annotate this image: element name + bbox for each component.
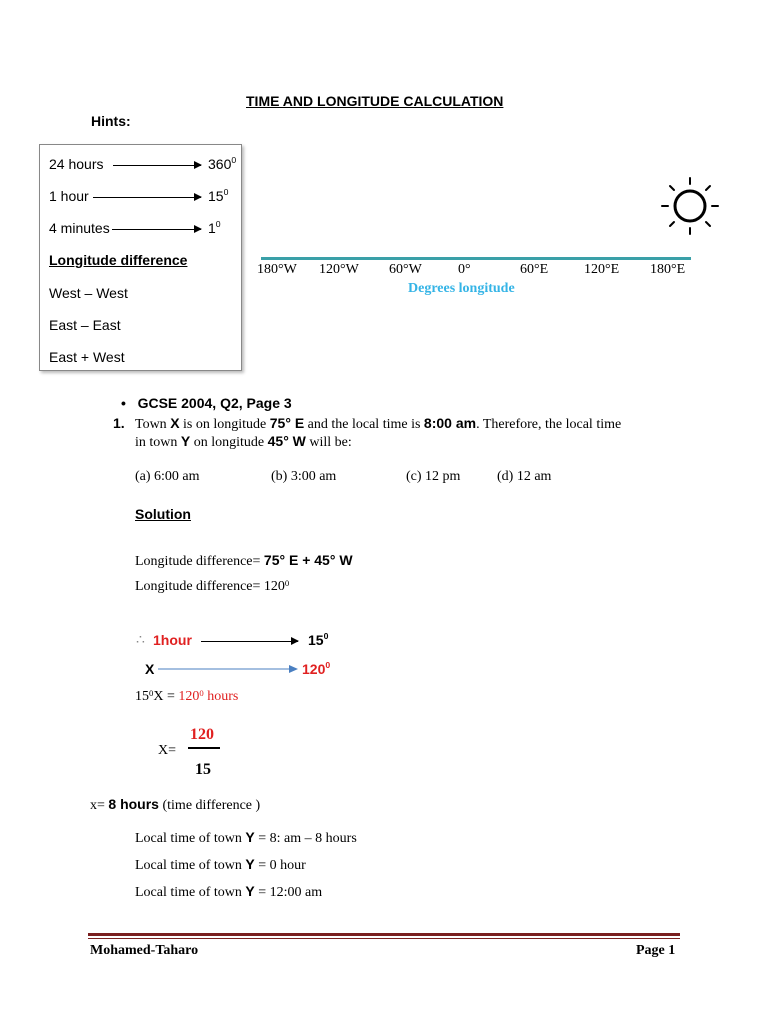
tick-180e: 180°E xyxy=(650,262,686,277)
arrow-right-icon xyxy=(201,641,298,642)
tick-60e: 60°E xyxy=(520,262,549,277)
footer-rule-thin xyxy=(88,938,680,939)
fraction-denominator: 15 xyxy=(195,761,211,778)
equation-line: $15^0X = 120^0$ hours xyxy=(135,688,239,704)
proportion-2-left: X xyxy=(145,661,155,677)
hint-value-1: $1^0$ xyxy=(208,219,221,236)
rule-west-west: West – West xyxy=(49,285,128,301)
axis-title: Degrees longitude xyxy=(408,281,515,296)
arrow-right-icon xyxy=(113,165,201,166)
page-title: TIME AND LONGITUDE CALCULATION xyxy=(246,93,504,109)
local-time-line-2: Local time of town Y = 0 hour xyxy=(135,856,306,873)
source-bullet: • GCSE 2004, Q2, Page 3 xyxy=(121,395,292,411)
local-time-line-1: Local time of town Y = 8: am – 8 hours xyxy=(135,829,357,846)
longitude-difference-heading: Longitude difference xyxy=(49,252,188,268)
question-line-2: in town Y on longitude 45° W will be: xyxy=(135,433,352,450)
sun-icon xyxy=(658,176,722,236)
hints-box xyxy=(39,144,242,371)
option-d: (d) 12 am xyxy=(497,469,552,484)
arrow-right-icon xyxy=(112,229,201,230)
tick-120w: 120°W xyxy=(319,262,359,277)
tick-0: 0° xyxy=(458,262,471,277)
local-time-line-3: Local time of town Y = 12:00 am xyxy=(135,883,323,900)
option-c: (c) 12 pm xyxy=(406,469,461,484)
hint-row-1-hour: 1 hour xyxy=(49,188,89,204)
proportion-1-right: $15^0$ xyxy=(308,631,329,648)
fraction-numerator: 120 xyxy=(190,726,214,743)
hints-label: Hints: xyxy=(91,113,131,129)
arrow-right-icon xyxy=(93,197,201,198)
hint-value-360: $360^0$ xyxy=(208,155,237,172)
question-number: 1. xyxy=(113,415,125,431)
fraction-bar xyxy=(188,747,220,749)
tick-120e: 120°E xyxy=(584,262,620,277)
rule-east-west: East + West xyxy=(49,349,125,365)
longitude-difference-line-1: Longitude difference= 75° E + 45° W xyxy=(135,552,353,569)
longitude-difference-line-2: Longitude difference= $120^0$ xyxy=(135,578,290,594)
proportion-1-left: 1hour xyxy=(153,632,192,648)
therefore-symbol: ∴ xyxy=(136,633,145,648)
option-a: (a) 6:00 am xyxy=(135,469,200,484)
hint-value-15: $15^0$ xyxy=(208,187,229,204)
solution-heading: Solution xyxy=(135,506,191,522)
question-line-1: Town X is on longitude 75° E and the local time is 8:00 am. Therefore, the local time xyxy=(135,415,622,432)
proportion-2-right: $120^0$ xyxy=(302,660,331,677)
tick-60w: 60°W xyxy=(389,262,422,277)
footer-author: Mohamed-Taharo xyxy=(90,943,199,958)
footer-rule xyxy=(88,933,680,936)
hint-row-24-hours: 24 hours xyxy=(49,156,104,172)
hint-row-4-minutes: 4 minutes xyxy=(49,220,110,236)
time-difference-line: x= 8 hours (time difference ) xyxy=(90,796,261,813)
option-b: (b) 3:00 am xyxy=(271,469,337,484)
tick-180w: 180°W xyxy=(257,262,297,277)
longitude-axis-line xyxy=(261,257,691,260)
blue-arrow-icon xyxy=(158,664,298,674)
rule-east-east: East – East xyxy=(49,317,121,333)
footer-page-number: Page 1 xyxy=(636,943,676,958)
fraction-prefix: X= xyxy=(158,743,177,758)
